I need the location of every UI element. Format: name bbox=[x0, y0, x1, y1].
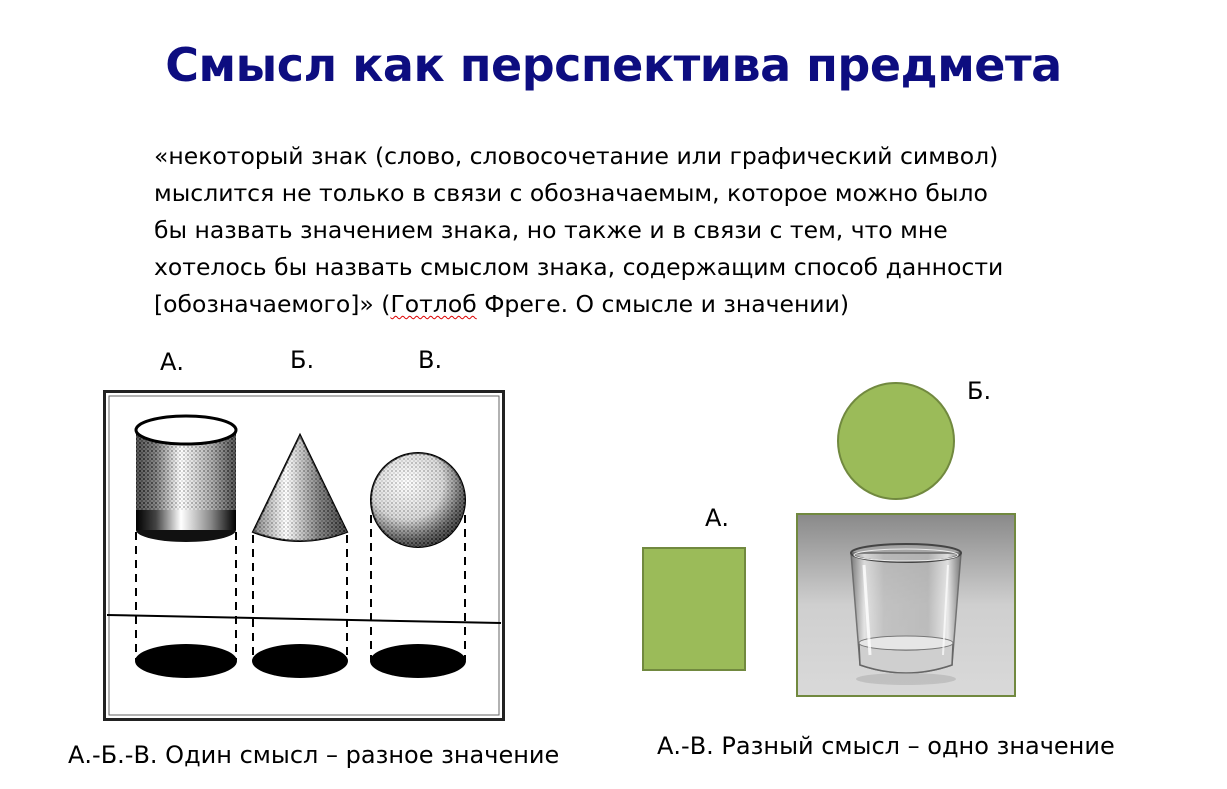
sphere-shape bbox=[371, 453, 465, 547]
cylinder-shape bbox=[136, 416, 236, 542]
slide-title: Смысл как перспектива предмета bbox=[165, 38, 1062, 92]
right-caption: А.-В. Разный смысл – одно значение bbox=[657, 732, 1115, 760]
label-a-square: А. bbox=[705, 504, 730, 532]
glass-image bbox=[798, 515, 1014, 695]
glass-photo bbox=[796, 513, 1016, 697]
projection-illustration bbox=[103, 390, 505, 721]
spellcheck-underlined-word: Готлоб bbox=[390, 290, 477, 318]
cone-shadow bbox=[252, 644, 348, 678]
cylinder-shadow bbox=[135, 644, 237, 678]
quote-line-1: «некоторый знак (слово, словосочетание или графический символ) bbox=[154, 142, 999, 170]
quote-line-2: мыслится не только в связи с обозначаемым, которое можно было bbox=[154, 179, 988, 207]
sphere-shadow bbox=[370, 644, 466, 678]
left-caption: А.-Б.-В. Один смысл – разное значение bbox=[68, 741, 560, 769]
green-circle bbox=[837, 382, 955, 500]
frege-quote bbox=[154, 138, 1074, 323]
quote-line-5-end: Фреге. О смысле и значении) bbox=[476, 290, 850, 318]
quote-line-4: хотелось бы назвать смыслом знака, содержащим способ данности bbox=[154, 253, 1004, 281]
quote-line-3: бы назвать значением знака, но также и в связи с тем, что мне bbox=[154, 216, 948, 244]
label-b-cone: Б. bbox=[290, 346, 315, 374]
green-square bbox=[642, 547, 746, 671]
projection-figure bbox=[103, 390, 505, 721]
label-a-cylinder: А. bbox=[160, 348, 185, 376]
quote-line-5-start: [обозначаемого]» ( bbox=[154, 290, 391, 318]
label-b-circle: Б. bbox=[967, 377, 992, 405]
quote-line-5 bbox=[154, 286, 1074, 323]
label-c-sphere: В. bbox=[418, 346, 443, 374]
